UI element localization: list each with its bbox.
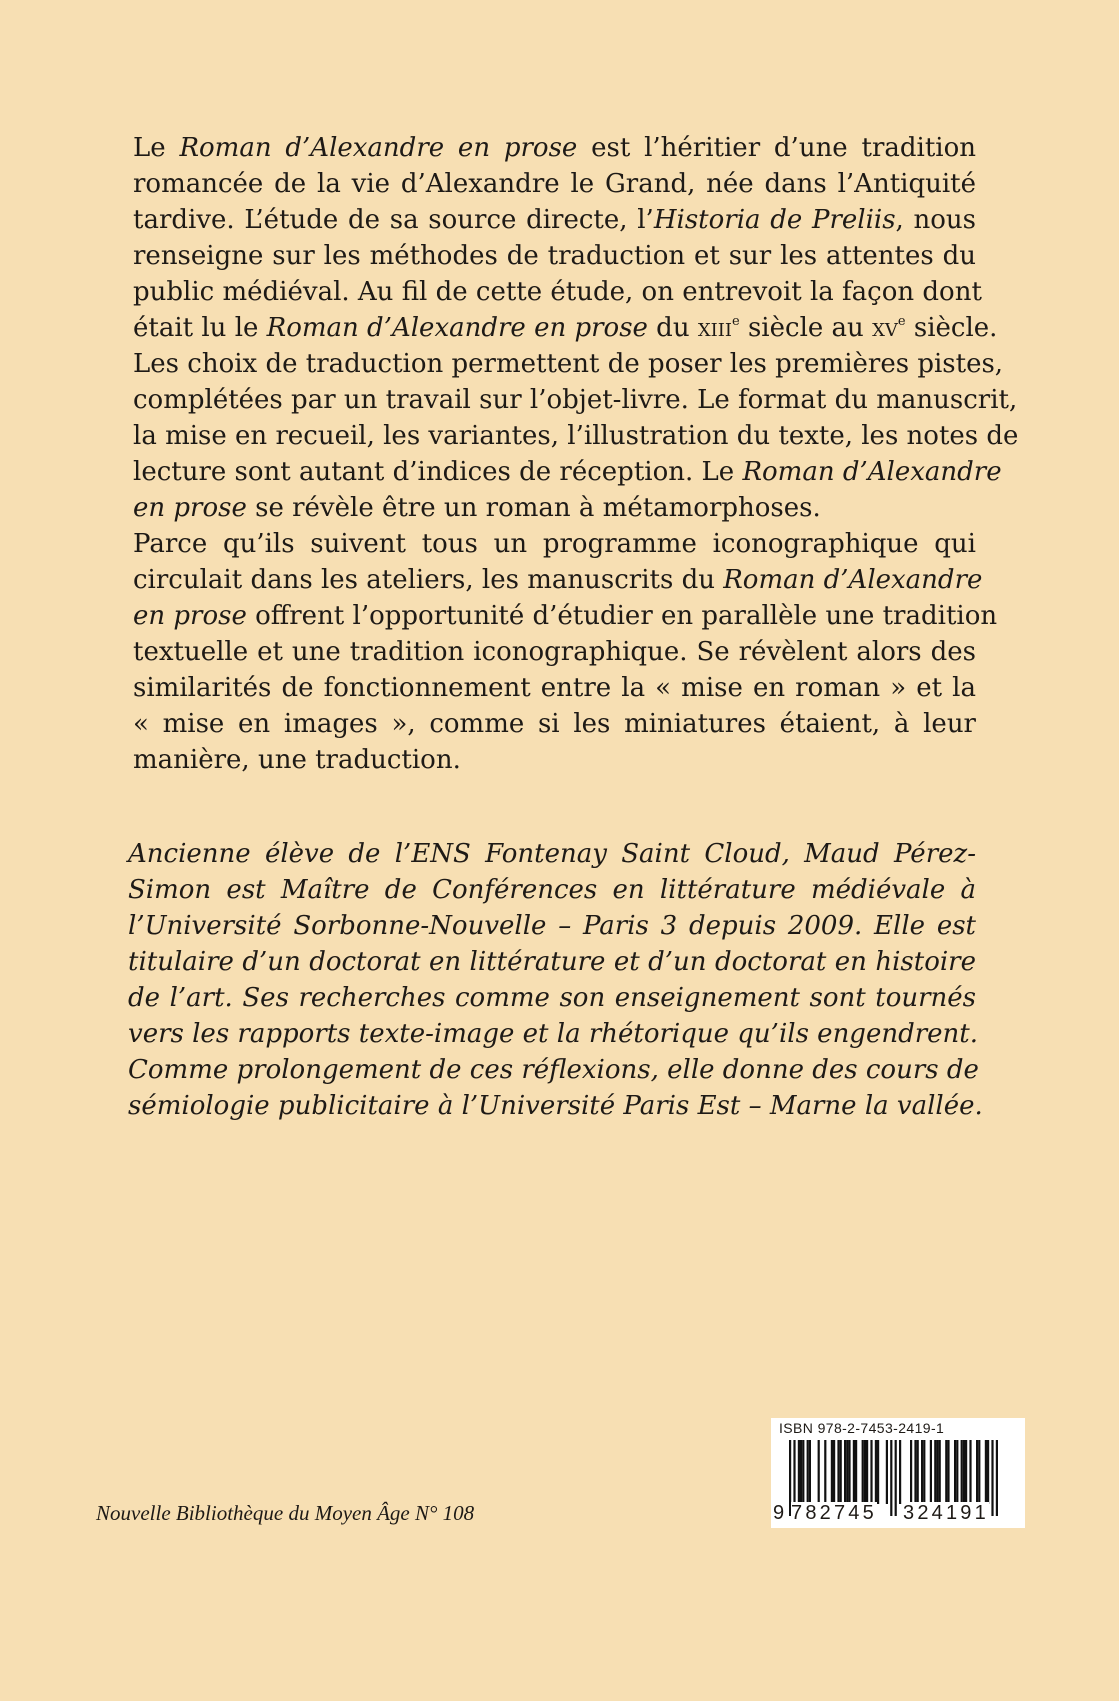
barcode-digits xyxy=(771,1502,1025,1524)
barcode-bar xyxy=(807,1440,809,1504)
barcode-bar xyxy=(846,1440,848,1504)
barcode-bar xyxy=(848,1440,850,1504)
text-run: circulait dans les ateliers, les manuscrits du xyxy=(133,565,724,595)
small-caps-numeral: xv xyxy=(872,313,898,343)
italic-title: en prose xyxy=(133,601,247,631)
barcode-bar xyxy=(987,1440,989,1504)
text-run: manière, une traduction. xyxy=(133,745,461,775)
text-run: offrent l’opportunité d’étudier en parallèle une tradition xyxy=(246,601,998,631)
blurb.paragraph1-line xyxy=(128,274,982,310)
barcode-bar xyxy=(985,1440,987,1504)
barcode-digit-first: 9 xyxy=(773,1502,785,1524)
barcode-bar xyxy=(910,1440,912,1504)
barcode-bar xyxy=(809,1440,811,1504)
barcode-bar xyxy=(930,1440,932,1504)
barcode-bar xyxy=(855,1440,857,1504)
blurb.paragraph1-line xyxy=(128,202,976,238)
barcode-bar xyxy=(877,1440,879,1504)
text-run: public médiéval. Au fil de cette étude, on entrevoit la façon dont xyxy=(133,277,982,307)
barcode-bar xyxy=(954,1440,956,1504)
text-run: similarités de fonctionnement entre la « mise en roman » et la xyxy=(133,673,976,703)
barcode-bar xyxy=(833,1440,835,1504)
text-run: Le xyxy=(133,133,180,163)
barcode-bar xyxy=(824,1440,826,1504)
italic-title: Historia de Preliis xyxy=(653,205,896,235)
bio-line: Comme prolongement de ces réflexions, elle donne des cours de xyxy=(128,1055,979,1085)
blurb.paragraph1-line xyxy=(128,166,976,202)
isbn-barcode xyxy=(771,1418,1025,1528)
text-run: siècle au xyxy=(739,313,873,343)
author-biography xyxy=(128,836,983,1124)
barcode-bar xyxy=(862,1440,864,1504)
barcode-bar xyxy=(831,1440,833,1504)
blurb.paragraph1-line xyxy=(128,418,1019,454)
italic-title: Roman d’Alexandre xyxy=(723,565,983,595)
blurb.paragraph1-line xyxy=(128,130,976,166)
barcode-bar xyxy=(961,1440,963,1504)
barcode-bar xyxy=(818,1440,820,1504)
blurb.paragraph2-line xyxy=(128,670,976,706)
text-run: renseigne sur les méthodes de traduction et sur les attentes du xyxy=(133,241,976,271)
barcode-bar xyxy=(914,1440,916,1504)
barcode-bar xyxy=(800,1440,802,1504)
blurb.paragraph1-line xyxy=(128,454,1002,490)
text-run: Les choix de traduction permettent de poser les premières pistes, xyxy=(133,349,1004,379)
blurb.paragraph1-line xyxy=(128,238,976,274)
bio-line: vers les rapports texte-image et la rhétorique qu’ils engendrent. xyxy=(128,1019,979,1049)
isbn-label: ISBN 978-2-7453-2419-1 xyxy=(779,1420,945,1436)
barcode-digits-right: 324191 xyxy=(903,1502,989,1524)
barcode-bar xyxy=(870,1440,872,1504)
barcode-bar xyxy=(923,1440,925,1504)
italic-title: Roman d’Alexandre en prose xyxy=(179,133,578,163)
barcode-bar xyxy=(939,1440,941,1504)
blurb.paragraph2-line xyxy=(128,706,976,742)
bio-line: sémiologie publicitaire à l’Université Paris Est – Marne la vallée. xyxy=(128,1091,983,1121)
text-run: tardive. L’étude de sa source directe, l’ xyxy=(133,205,654,235)
superscript: e xyxy=(732,314,740,329)
text-run: « mise en images », comme si les miniatures étaient, à leur xyxy=(133,709,976,739)
text-run: , nous xyxy=(895,205,977,235)
barcode-bar xyxy=(956,1440,958,1504)
blurb.paragraph1-line xyxy=(128,490,976,526)
barcode-bar xyxy=(947,1440,949,1504)
barcode-bar xyxy=(965,1440,967,1504)
barcode-bar xyxy=(899,1440,901,1504)
barcode-bar xyxy=(798,1440,800,1504)
text-run: textuelle et une tradition iconographique. Se révèlent alors des xyxy=(133,637,976,667)
bio-line: l’Université Sorbonne-Nouvelle – Paris 3 depuis 2009. Elle est xyxy=(128,911,976,941)
back-cover-blurb xyxy=(128,130,1019,778)
barcode-bar xyxy=(945,1440,947,1504)
blurb.paragraph2-line xyxy=(128,634,976,670)
barcode-bar xyxy=(864,1440,866,1504)
superscript: e xyxy=(897,314,906,329)
bio-line: Ancienne élève de l’ENS Fontenay Saint Cloud, Maud Pérez- xyxy=(128,839,976,869)
small-caps-numeral: xiii xyxy=(697,313,732,343)
text-run: complétées par un travail sur l’objet-livre. Le format du manuscrit, xyxy=(133,385,1018,415)
barcode-bar xyxy=(978,1440,980,1504)
text-run: la mise en recueil, les variantes, l’illustration du texte, les notes de xyxy=(133,421,1019,451)
bio-line: titulaire d’un doctorat en littérature et d’un doctorat en histoire xyxy=(128,947,976,977)
blurb.paragraph1-line xyxy=(128,346,1004,382)
barcode-bar xyxy=(934,1440,936,1504)
series-title: Nouvelle Bibliothèque du Moyen Âge N° 108 xyxy=(96,1501,475,1525)
bio-line: Simon est Maître de Conférences en littérature médiévale à xyxy=(128,875,976,905)
barcode-bar xyxy=(802,1440,804,1504)
blurb.paragraph2-line xyxy=(128,562,983,598)
barcode-bar xyxy=(976,1440,978,1504)
text-run: était lu le xyxy=(133,313,267,343)
italic-title: Roman d’Alexandre xyxy=(742,457,1002,487)
barcode-bar xyxy=(963,1440,965,1504)
barcode-bar xyxy=(844,1440,846,1504)
blurb-paragraph-1 xyxy=(128,130,1019,526)
blurb.paragraph2-line xyxy=(128,598,998,634)
text-run: Parce qu’ils suivent tous un programme iconographique qui xyxy=(133,529,976,559)
text-run: siècle. xyxy=(905,313,998,343)
barcode-bar xyxy=(917,1440,919,1504)
barcode-bar xyxy=(936,1440,938,1504)
blurb.paragraph1-line xyxy=(128,382,1018,418)
text-run: se révèle être un roman à métamorphoses. xyxy=(246,493,821,523)
barcode-bar xyxy=(866,1440,868,1504)
bio-line: de l’art. Ses recherches comme son enseignement sont tournés xyxy=(128,983,976,1013)
barcode-bar xyxy=(875,1440,877,1504)
italic-title: Roman d’Alexandre en prose xyxy=(266,313,648,343)
text-run: est l’héritier d’une tradition xyxy=(577,133,976,163)
barcode-bar xyxy=(853,1440,855,1504)
barcode-bar xyxy=(840,1440,842,1504)
blurb.paragraph2-line xyxy=(128,526,976,562)
barcode-bar xyxy=(886,1440,888,1504)
text-run: romancée de la vie d’Alexandre le Grand, née dans l’Antiquité xyxy=(133,169,976,199)
blurb.paragraph1-line xyxy=(128,310,998,346)
barcode-bar xyxy=(969,1440,971,1504)
blurb.paragraph2-line xyxy=(128,742,976,778)
italic-title: en prose xyxy=(133,493,247,523)
blurb-paragraph-2 xyxy=(128,526,998,778)
text-run: du xyxy=(647,313,698,343)
barcode-digits-left: 782745 xyxy=(791,1502,877,1524)
text-run: lecture sont autant d’indices de réception. Le xyxy=(133,457,743,487)
barcode-bar xyxy=(837,1440,839,1504)
barcode-bar xyxy=(921,1440,923,1504)
